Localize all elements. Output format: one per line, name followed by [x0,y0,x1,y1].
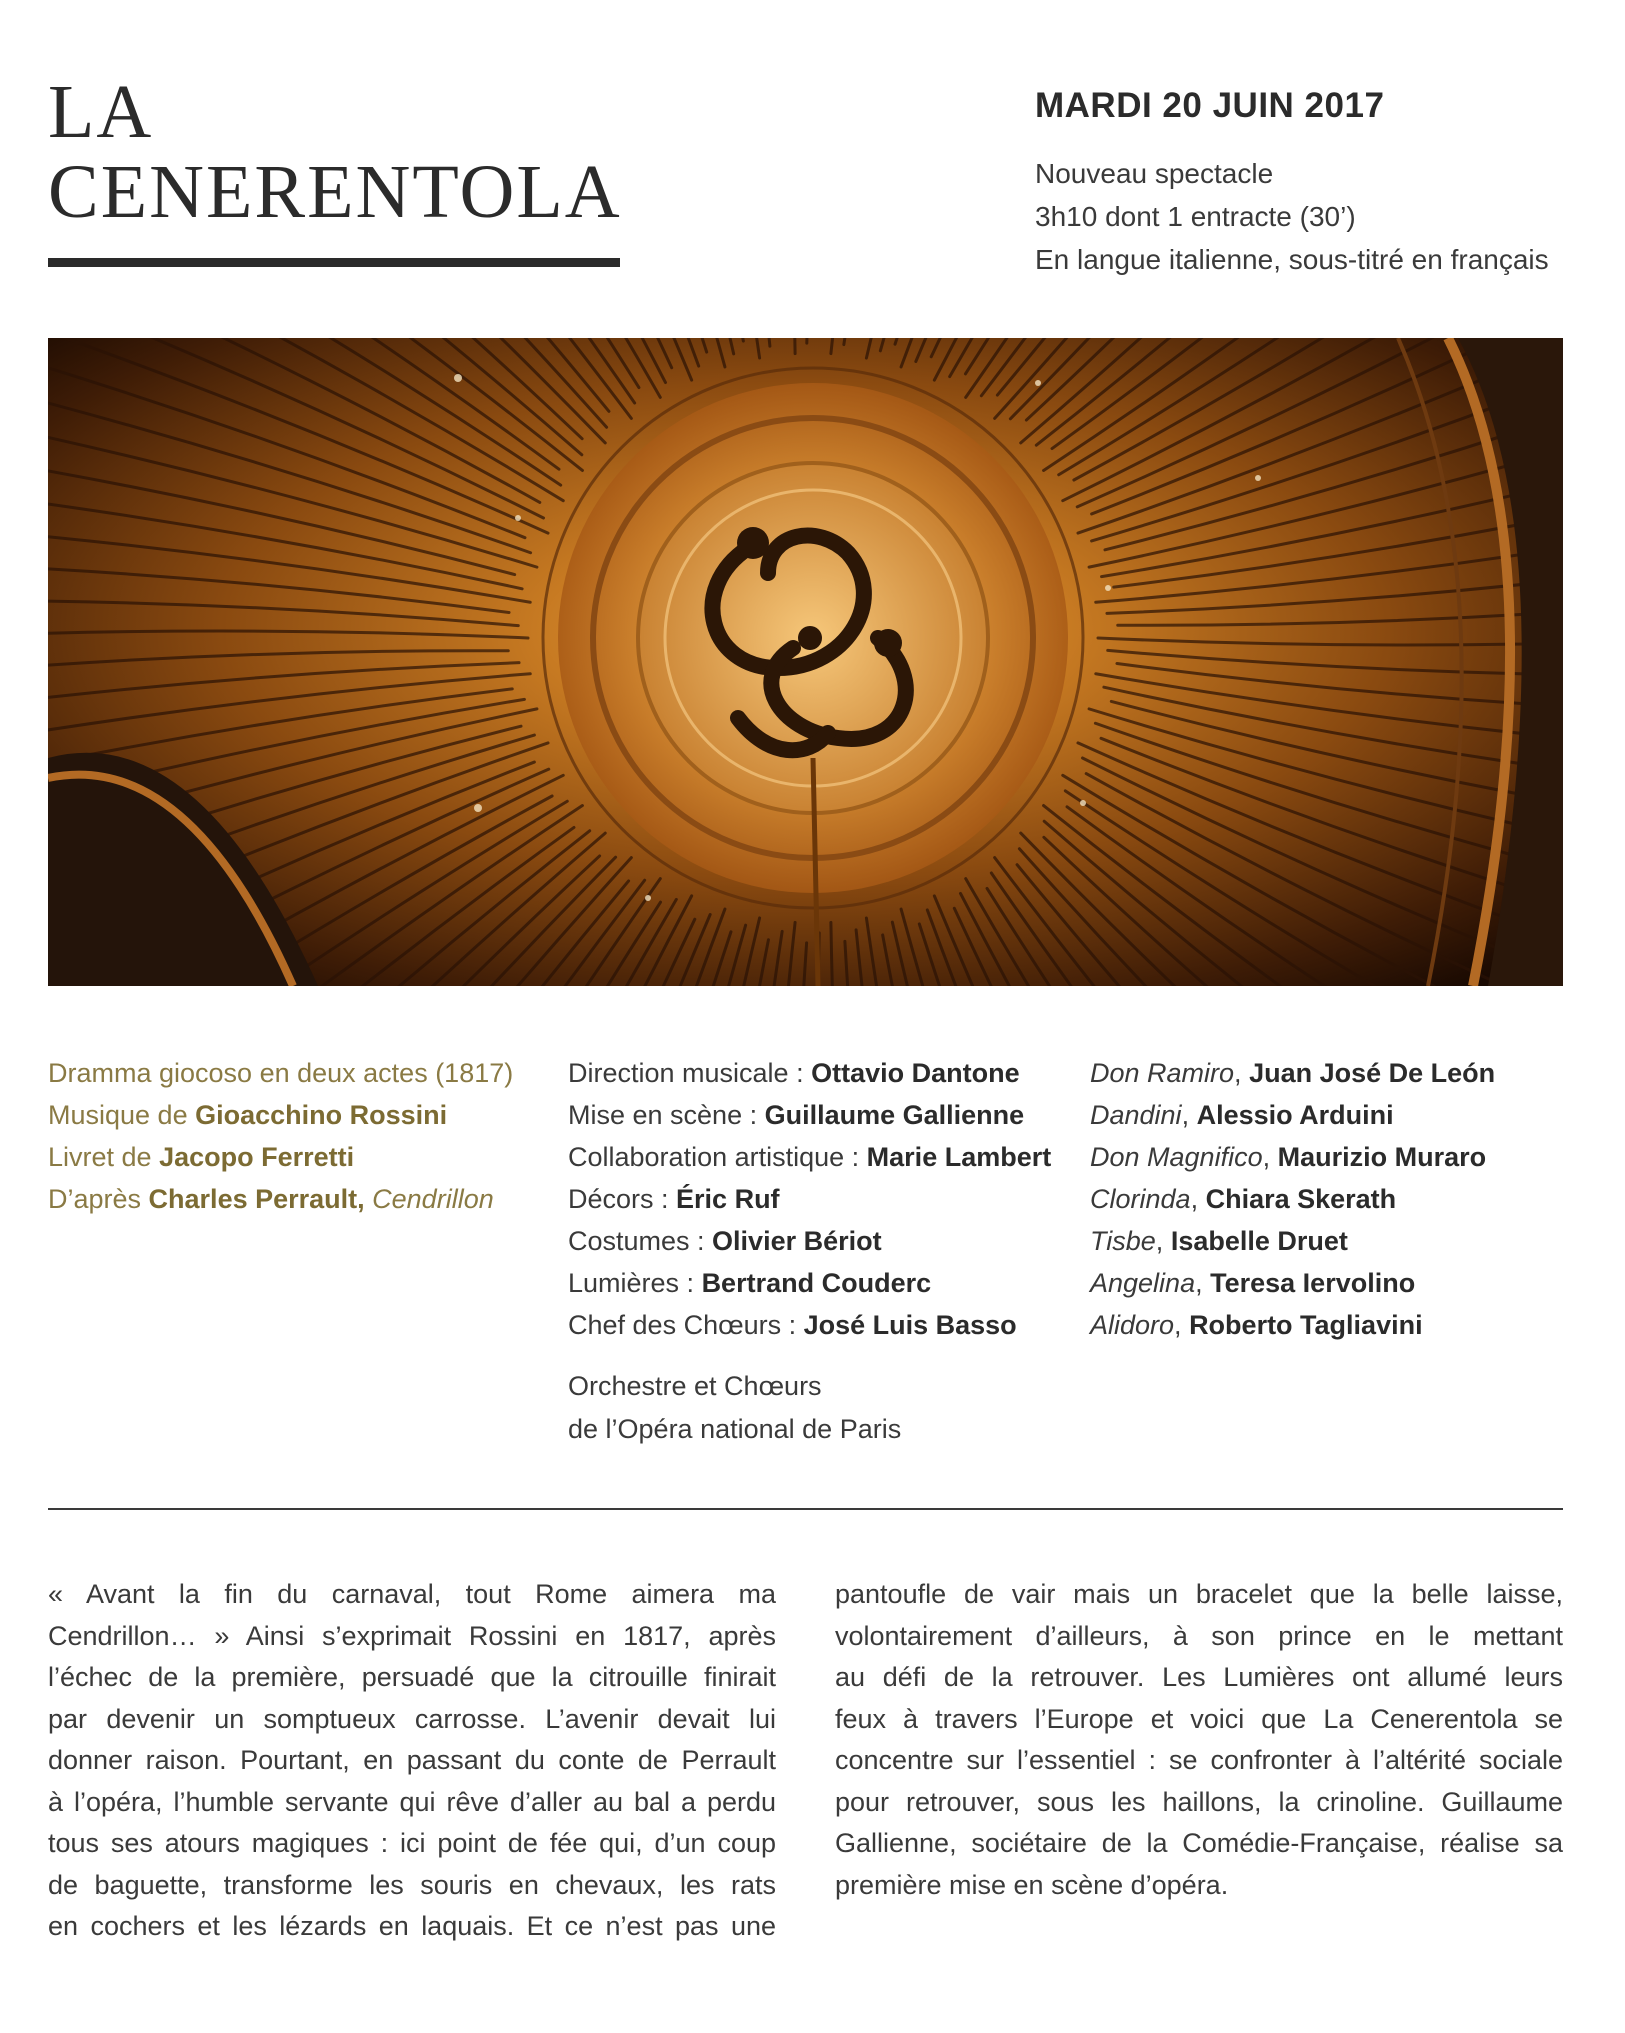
cast-name: Roberto Tagliavini [1189,1310,1423,1340]
librettist-name: Jacopo Ferretti [159,1142,355,1172]
page-title [48,72,648,232]
info-line: En langue italienne, sous-titré en français [1035,244,1549,275]
cast-role: Alidoro [1090,1310,1175,1340]
work-libretto [48,1136,513,1178]
cast-item: Alidoro, Roberto Tagliavini [1090,1310,1423,1340]
crew-item [568,1304,1051,1346]
body-line: feux à travers l’Europe et voici que La Cenerentola se [835,1703,1563,1734]
crew-name: Bertrand Couderc [701,1268,932,1298]
body-line: « Avant la fin du carnaval, tout Rome aimera ma [48,1579,776,1609]
crew-item [568,1262,1051,1304]
crew-item [568,1094,1051,1136]
info-line: 3h10 dont 1 entracte (30’) [1035,201,1356,232]
body-line: volontairement d’ailleurs, à son prince en le mettant [835,1620,1563,1651]
cast-name: Juan José De León [1249,1058,1496,1088]
cast-name: Teresa Iervolino [1210,1268,1416,1298]
crew-name: Olivier Bériot [712,1226,882,1256]
crew-role: Décors : [568,1184,677,1214]
work-credits [48,1052,513,1220]
performance-info [1035,152,1549,281]
performance-date: MARDI 20 JUIN 2017 [1035,86,1385,125]
body-line: de baguette, transforme les souris en chevaux, les rats [48,1869,776,1900]
cast-role: Don Ramiro [1090,1058,1235,1088]
body-line: par devenir un somptueux carrosse. L’avenir devait lui [48,1703,776,1734]
cast-item: Dandini, Alessio Arduini [1090,1100,1394,1130]
crew-name: Ottavio Dantone [811,1058,1020,1088]
crew-role: Direction musicale : [568,1058,812,1088]
crew-name: Éric Ruf [676,1184,780,1214]
crew-credits [568,1052,1051,1346]
body-line: pantoufle de vair mais un bracelet que la belle laisse, [835,1579,1563,1609]
work-music-label: Musique de [48,1100,196,1130]
crew-role: Mise en scène : [568,1100,765,1130]
crew-item [568,1220,1051,1262]
work-music [48,1094,513,1136]
cast-role: Clorinda [1090,1184,1191,1214]
cast-role: Angelina [1090,1268,1196,1298]
info-line: Nouveau spectacle [1035,158,1274,189]
crew-name: Guillaume Gallienne [764,1100,1025,1130]
body-line: donner raison. Pourtant, en passant du conte de Perrault [48,1745,776,1775]
orchestra-credit [568,1365,901,1451]
work-source-label: D’après [48,1184,149,1214]
crew-item [568,1136,1051,1178]
section-divider [48,1508,1563,1510]
body-text-left [48,1574,776,1948]
crew-role: Costumes : [568,1226,713,1256]
body-line: en cochers et les lézards en laquais. Et ce n’est pas une [48,1911,776,1941]
crew-item [568,1178,1051,1220]
cast-item: Angelina, Teresa Iervolino [1090,1268,1416,1298]
body-line: au défi de la retrouver. Les Lumières ont allumé leurs [835,1662,1563,1692]
crew-role: Lumières : [568,1268,702,1298]
cast-item: Don Magnifico, Maurizio Muraro [1090,1142,1487,1172]
work-libretto-label: Livret de [48,1142,160,1172]
cast-name: Maurizio Muraro [1277,1142,1487,1172]
source-author-name: Charles Perrault, [148,1184,365,1214]
title-line-1: LA [48,70,154,154]
cast-name: Isabelle Druet [1170,1226,1348,1256]
ceiling-photo [48,338,1563,986]
cast-role: Dandini [1090,1100,1182,1130]
orchestra-line: de l’Opéra national de Paris [568,1414,902,1444]
crew-item [568,1052,1051,1094]
cast-name: Chiara Skerath [1205,1184,1397,1214]
work-genre: Dramma giocoso en deux actes (1817) [48,1058,514,1088]
body-text-right [835,1574,1563,1906]
crew-role: Chef des Chœurs : [568,1310,804,1340]
cast-role: Don Magnifico [1090,1142,1263,1172]
cast-role: Tisbe [1090,1226,1156,1256]
cast-item: Clorinda, Chiara Skerath [1090,1184,1397,1214]
body-line: l’échec de la première, persuadé que la citrouille finirait [48,1662,776,1692]
orchestra-line: Orchestre et Chœurs [568,1371,822,1401]
composer-name: Gioacchino Rossini [195,1100,448,1130]
cast-item: Don Ramiro, Juan José De León [1090,1058,1496,1088]
body-line: Gallienne, sociétaire de la Comédie-Française, réalise sa [835,1828,1563,1858]
cast-credits [1090,1052,1495,1346]
title-underline [48,258,620,267]
title-line-2: CENERENTOLA [48,150,622,234]
source-work-title: Cendrillon [372,1184,494,1214]
body-line: tous ses atours magiques : ici point de fée qui, d’un coup [48,1828,776,1858]
work-source [48,1178,513,1220]
ceiling-photo-image [48,338,1563,986]
crew-name: José Luis Basso [803,1310,1017,1340]
cast-name: Alessio Arduini [1196,1100,1394,1130]
body-line: pour retrouver, sous les haillons, la crinoline. Guillaume [835,1786,1563,1817]
body-line: première mise en scène d’opéra. [835,1869,1229,1900]
body-line: concentre sur l’essentiel : se confronter à l’altérité sociale [835,1745,1563,1775]
cast-item: Tisbe, Isabelle Druet [1090,1226,1348,1256]
crew-role: Collaboration artistique : [568,1142,867,1172]
body-line: à l’opéra, l’humble servante qui rêve d’aller au bal a perdu [48,1786,776,1817]
body-line: Cendrillon… » Ainsi s’exprimait Rossini en 1817, après [48,1620,776,1651]
crew-name: Marie Lambert [866,1142,1052,1172]
